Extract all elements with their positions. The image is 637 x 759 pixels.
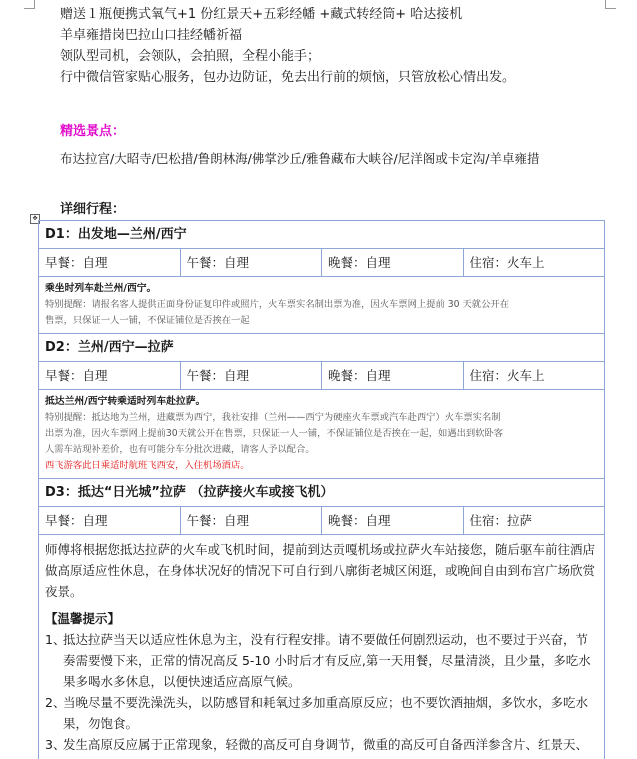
meal-lodging: 住宿：火车上 [469, 368, 545, 383]
table-move-handle-icon[interactable]: ✥ [30, 214, 40, 224]
note-line: 人需车站现补差价，也有可能分车分批次进藏，请客人予以配合。 [45, 444, 315, 455]
meals-row [39, 507, 604, 535]
note-line: 出票为准，因火车票网上提前30天就公开在售票，只保证一人一铺，不保证铺位是否挨在一起，如遇出到软卧客 [45, 428, 504, 439]
meal-lunch: 午餐：自理 [181, 249, 323, 276]
meal-dinner: 晚餐：自理 [322, 362, 464, 389]
day-note [39, 390, 604, 479]
meal-lodging: 住宿：拉萨 [469, 513, 533, 528]
itinerary-heading: 详细行程： [60, 202, 126, 217]
itinerary-table [38, 220, 605, 759]
note-bold: 乘坐时列车赴兰州/西宁。 [45, 283, 157, 294]
tip-number: 2、 [45, 695, 66, 710]
day-title: D3：抵达“日光城”拉萨 （拉萨接火车或接飞机） [39, 479, 604, 507]
margin-corner-mark-left [24, 0, 35, 9]
day-title: D2：兰州/西宁—拉萨 [39, 334, 604, 362]
tip-item [45, 629, 600, 692]
day-body [39, 535, 604, 759]
tip-text: 抵达拉萨当天以适应性休息为主，没有行程安排。请不要做任何剧烈运动，也不要过于兴奋，节奏需要慢下来，正常的情况高反 5-10 小时后才有反应,第一天用餐，尽量清淡，且少量，多吃水果多喝水多休息，以便快速适应高原气候。 [63, 632, 591, 689]
spots-text: 布达拉宫/大昭寺/巴松措/鲁朗林海/佛掌沙丘/雅鲁藏布大峡谷/尼洋阁或卡定沟/羊卓雍措 [60, 151, 540, 166]
meals-row [39, 362, 604, 390]
spots-heading: 精选景点： [60, 124, 126, 139]
tip-number: 1、 [45, 632, 66, 647]
intro-lines [60, 4, 515, 88]
note-line: 特别提醒：抵达地为兰州，进藏票为西宁，我社安排（兰州——西宁为硬座火车票或汽车赴西宁）火车票实名制 [45, 412, 501, 423]
meal-breakfast: 早餐：自理 [39, 249, 181, 276]
margin-corner-mark-right [605, 0, 616, 9]
meal-lodging: 住宿：火车上 [469, 255, 545, 270]
meal-breakfast: 早餐：自理 [39, 362, 181, 389]
meal-lunch: 午餐：自理 [181, 362, 323, 389]
day-note [39, 277, 604, 334]
intro-line: 赠送１瓶便携式氧气+1 份红景天+五彩经幡 +藏式转经筒+ 哈达接机 [60, 7, 463, 22]
note-line: 售票，只保证一人一铺，不保证铺位是否挨在一起 [45, 315, 250, 326]
tip-item [45, 692, 600, 734]
note-red: 西飞游客此日乘适时航班飞西安，入住机场酒店。 [45, 460, 250, 471]
tips-title: 【温馨提示】 [45, 611, 121, 626]
meals-row [39, 249, 604, 277]
tip-text: 当晚尽量不要洗澡洗头，以防感冒和耗氧过多加重高原反应；也不要饮酒抽烟，多饮水，多吃水果，勿饱食。 [63, 695, 589, 731]
meal-dinner: 晚餐：自理 [322, 249, 464, 276]
intro-line: 领队型司机，会领队，会拍照，全程小能手； [60, 49, 321, 64]
day-description: 师傅将根据您抵达拉萨的火车或飞机时间，提前到达贡嘎机场或拉萨火车站接您，随后驱车前往酒店做高原适应性休息，在身体状况好的情况下可自行到八廓街老城区闲逛，或晚间自由到布宫广场欣赏夜景。 [45, 542, 596, 599]
meal-breakfast: 早餐：自理 [39, 507, 181, 534]
intro-line: 羊卓雍措岗巴拉山口挂经幡祈福 [60, 28, 243, 43]
note-line: 特别提醒：请报名客人提供正面身份证复印件或照片，火车票实名制出票为准，因火车票网上提前 30 天就公开在 [45, 299, 509, 310]
intro-line: 行中微信管家贴心服务，包办边防证，免去出行前的烦恼，只管放松心情出发。 [60, 70, 516, 85]
tip-number: 3、 [45, 737, 66, 752]
meal-lunch: 午餐：自理 [181, 507, 323, 534]
meal-dinner: 晚餐：自理 [322, 507, 464, 534]
day-title: D1：出发地—兰州/西宁 [39, 221, 604, 249]
note-bold: 抵达兰州/西宁转乘适时列车赴拉萨。 [45, 396, 206, 407]
tip-text: 发生高原反应属于正常现象，轻微的高反可自身调节，微重的高反可自备西洋参含片、红景天、 [63, 737, 589, 752]
